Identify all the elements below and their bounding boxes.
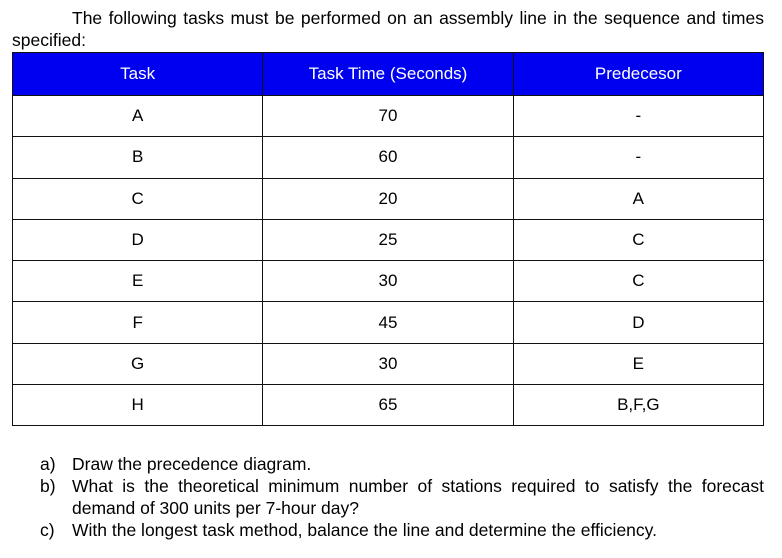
cell-task-time: 30 bbox=[263, 261, 513, 302]
table-header-row bbox=[13, 53, 764, 96]
intro-text: The following tasks must be performed on an assembly line in the sequence and times specified: bbox=[12, 8, 764, 50]
question-text: What is the theoretical minimum number of stations required to satisfy the forecast demand of 300 units per 7-hour day? bbox=[72, 476, 764, 518]
cell-task-time: 20 bbox=[263, 178, 513, 219]
intro-paragraph bbox=[12, 7, 764, 51]
question-text: With the longest task method, balance the line and determine the efficiency. bbox=[72, 520, 657, 540]
question-label: b) bbox=[40, 476, 56, 496]
cell-predecessor: C bbox=[513, 261, 763, 302]
cell-task-time: 60 bbox=[263, 137, 513, 178]
table-row bbox=[13, 302, 764, 343]
cell-task: C bbox=[13, 178, 263, 219]
questions-list bbox=[40, 453, 764, 541]
table-row bbox=[13, 96, 764, 137]
cell-predecessor: E bbox=[513, 343, 763, 384]
cell-task: B bbox=[13, 137, 263, 178]
header-predecessor: Predecesor bbox=[513, 53, 763, 96]
cell-task-time: 45 bbox=[263, 302, 513, 343]
cell-task: A bbox=[13, 96, 263, 137]
cell-predecessor: C bbox=[513, 219, 763, 260]
table-row bbox=[13, 385, 764, 426]
cell-task: E bbox=[13, 261, 263, 302]
cell-task: G bbox=[13, 343, 263, 384]
question-item bbox=[40, 475, 764, 519]
cell-predecessor: A bbox=[513, 178, 763, 219]
cell-predecessor: B,F,G bbox=[513, 385, 763, 426]
header-task: Task bbox=[13, 53, 263, 96]
question-text: Draw the precedence diagram. bbox=[72, 454, 312, 474]
question-label: c) bbox=[40, 520, 55, 540]
task-table bbox=[12, 52, 764, 426]
cell-task: H bbox=[13, 385, 263, 426]
cell-task-time: 25 bbox=[263, 219, 513, 260]
cell-task-time: 70 bbox=[263, 96, 513, 137]
cell-predecessor: D bbox=[513, 302, 763, 343]
table-row bbox=[13, 178, 764, 219]
cell-task-time: 30 bbox=[263, 343, 513, 384]
question-label: a) bbox=[40, 454, 56, 474]
header-task-time: Task Time (Seconds) bbox=[263, 53, 513, 96]
cell-task: F bbox=[13, 302, 263, 343]
cell-task: D bbox=[13, 219, 263, 260]
table-row bbox=[13, 343, 764, 384]
cell-predecessor: - bbox=[513, 96, 763, 137]
table-row bbox=[13, 219, 764, 260]
cell-predecessor: - bbox=[513, 137, 763, 178]
question-item bbox=[40, 453, 764, 475]
question-item bbox=[40, 519, 764, 541]
table-row bbox=[13, 261, 764, 302]
cell-task-time: 65 bbox=[263, 385, 513, 426]
table-row bbox=[13, 137, 764, 178]
